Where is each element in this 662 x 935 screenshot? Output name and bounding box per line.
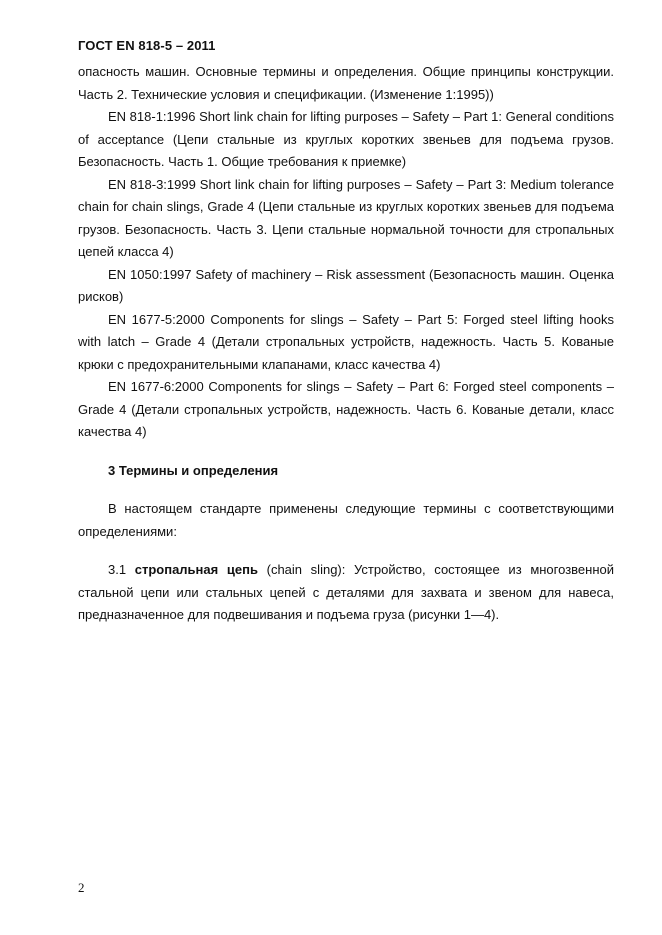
section-heading: 3 Термины и определения (108, 462, 279, 478)
term-number: 3.1 (108, 562, 135, 577)
reference-en-818-3: EN 818-3:1999 Short link chain for lifting purposes – Safety – Part 3: Medium tolerance chain for chain slings, Grade 4 (Цепи стальные из круглых коротких звеньев для подъема грузов. Безопасность. Часть 3. Цепи стальные нормальной точности для стропальных цепей класса 4) (78, 176, 614, 259)
term-definition (78, 559, 614, 627)
page-number: 2 (78, 880, 85, 895)
reference-en-818-1: EN 818-1:1996 Short link chain for lifting purposes – Safety – Part 1: General conditions of acceptance (Цепи стальные из круглых коротких звеньев для подъема грузов. Безопасность. Часть 1. Общие требования к приемке) (78, 109, 614, 169)
reference-en-1677-5: EN 1677-5:2000 Components for slings – Safety – Part 5: Forged steel lifting hooks with latch – Grade 4 (Детали стропальных устройств, надежность. Часть 5. Кованые крюки с предохранительными клапанами, класс качества 4) (78, 311, 614, 372)
section-intro: В настоящем стандарте применены следующие термины с соответствующими определениями: (78, 501, 614, 539)
paragraph-continuation: опасность машин. Основные термины и определения. Общие принципы конструкции. Часть 2. Технические условия и спецификации. (Изменение 1:1995)) (78, 64, 614, 102)
reference-en-1050: EN 1050:1997 Safety of machinery – Risk assessment (Безопасность машин. Оценка рисков) (78, 266, 614, 304)
term-text: (chain sling): Устройство, состоящее из многозвенной стальной цепи или стальных цепей с деталями для захвата и звеном для навеса, предназначенное для подвешивания и подъема груза (рисунки 1—4). (78, 562, 615, 622)
reference-en-1677-6: EN 1677-6:2000 Components for slings – Safety – Part 6: Forged steel components – Grade 4 (Детали стропальных устройств, надежность. Часть 6. Кованые детали, класс качества 4) (78, 379, 614, 439)
document-header: ГОСТ EN 818-5 – 2011 (78, 38, 216, 53)
document-body (78, 61, 614, 627)
term-name: стропальная цепь (134, 562, 258, 577)
